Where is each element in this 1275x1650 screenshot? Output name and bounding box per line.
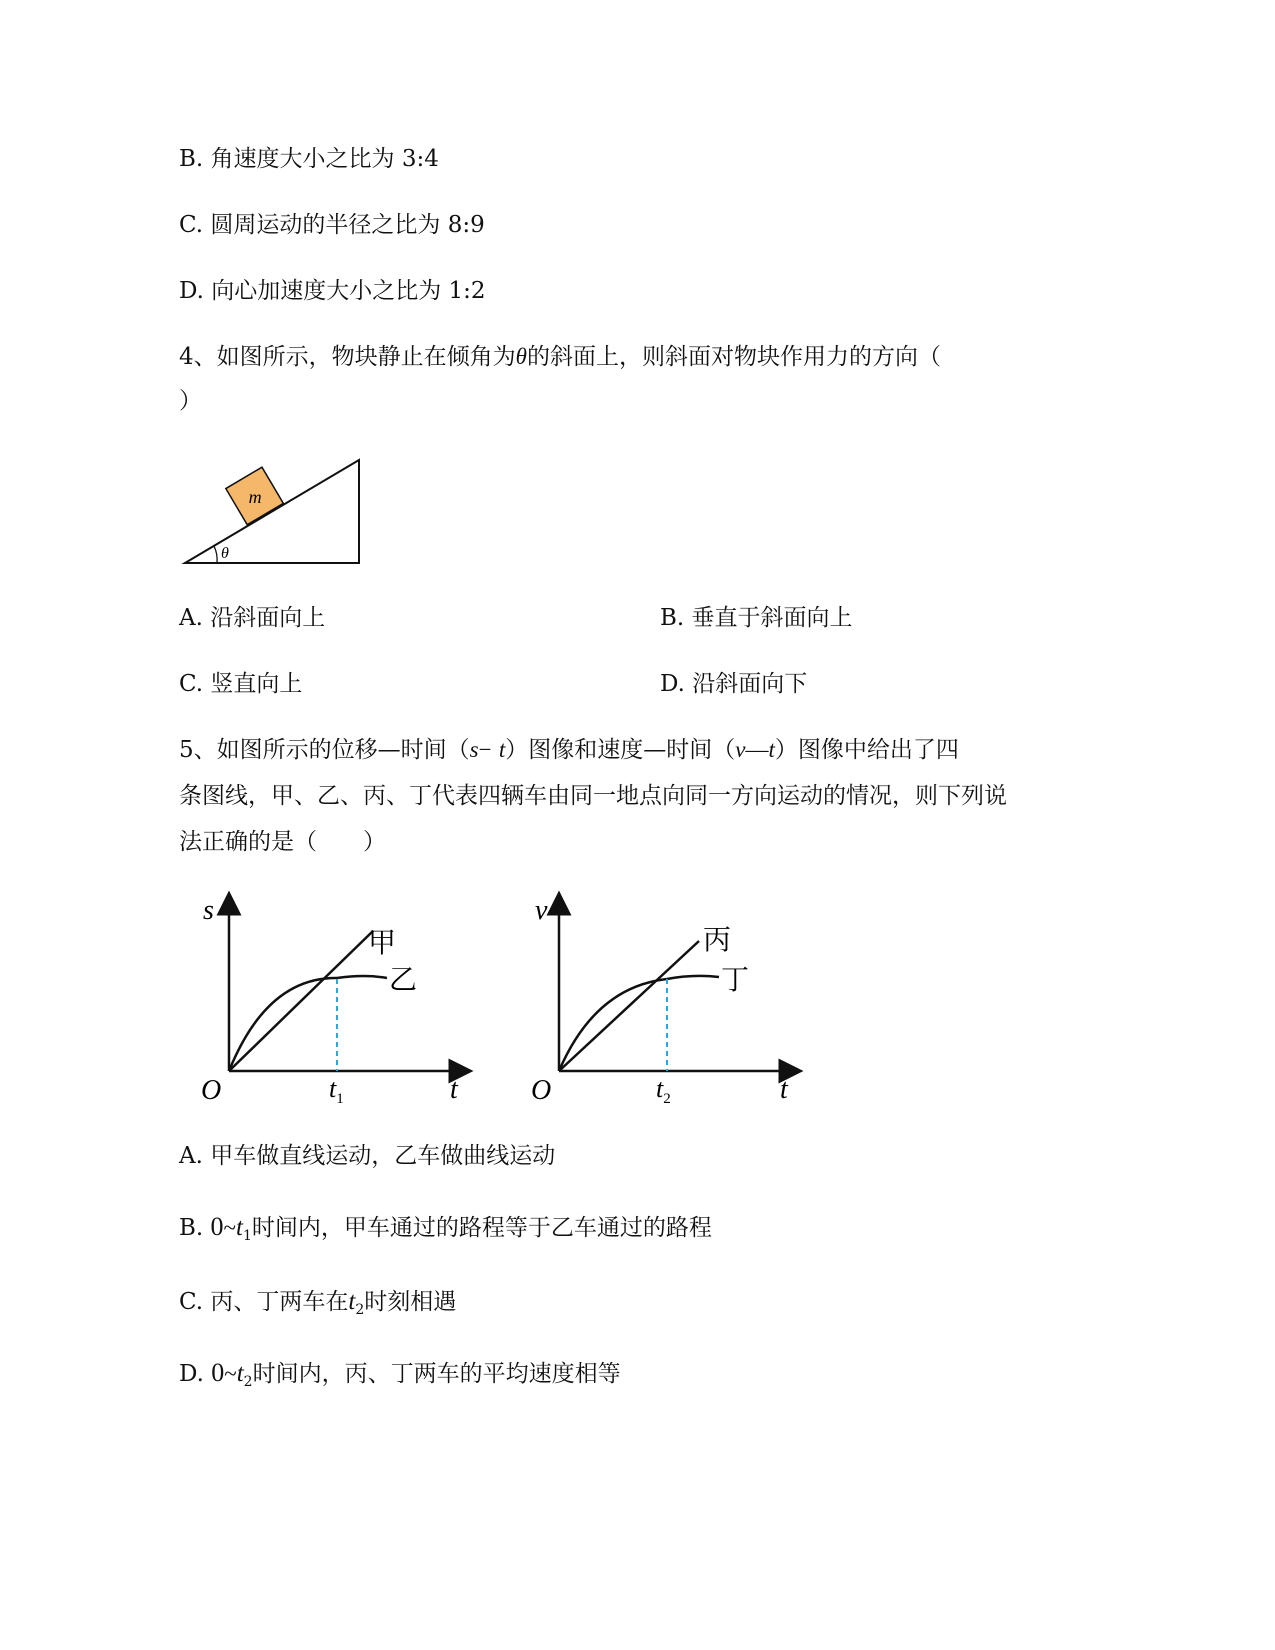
q5-b-tilde: ~ (223, 1215, 236, 1240)
st-graph (195, 895, 475, 1110)
q5-stem1-b: ）图像和速度—时间（ (505, 737, 736, 763)
vt-origin: O (531, 1075, 552, 1106)
q5-option-a: A. 甲车做直线运动，乙车做曲线运动 (179, 1143, 556, 1169)
q4-option-c: C. 竖直向上 (179, 671, 303, 697)
q5-stem1-dash: − (478, 737, 492, 762)
q5-option-c (179, 1287, 456, 1317)
q5-b-sub: 1 (242, 1228, 252, 1244)
vt-graph (525, 895, 805, 1110)
q5-option-d (179, 1358, 621, 1389)
q5-stem1-v: v (735, 737, 746, 762)
q5-c-text: 时刻相遇 (364, 1289, 457, 1315)
angle-label: θ (221, 545, 229, 562)
q5-d-tilde: ~ (224, 1361, 237, 1386)
label-yi: 乙 (389, 965, 418, 996)
q5-stem1-a: 5、如图所示的位移—时间（ (179, 737, 470, 763)
label-jia: 甲 (368, 928, 397, 959)
q5-b-zero: 0 (210, 1212, 224, 1241)
line-jia (229, 931, 373, 1071)
line-bing (559, 941, 699, 1071)
st-x-label: t (450, 1074, 458, 1105)
q5-b-t: t (235, 1214, 243, 1241)
q5-stem1-t: t (498, 737, 506, 762)
incline-triangle (185, 460, 359, 563)
curve-yi (229, 976, 387, 1071)
st-origin: O (201, 1075, 222, 1106)
q5-d-text: 时间内，丙、丁两车的平均速度相等 (252, 1361, 621, 1387)
q5-stem-line3: 法正确的是（ ） (179, 829, 386, 855)
st-tick-t1: $t_1$ (329, 1074, 344, 1107)
q4-option-a: A. 沿斜面向上 (179, 605, 326, 631)
q5-stem-line1 (179, 735, 959, 765)
q4-stem-close: ） (179, 388, 202, 414)
q4-theta: θ (515, 344, 527, 369)
q5-b-text: 时间内，甲车通过的路程等于乙车通过的路程 (251, 1215, 712, 1241)
q5-d-zero: 0 (211, 1358, 225, 1387)
q5-stem1-t2: t (768, 737, 775, 762)
q5-b-prefix: B. (179, 1215, 204, 1241)
vt-x-label: t (780, 1074, 788, 1105)
q5-stem1-c: ）图像中给出了四 (774, 737, 959, 763)
block-label: m (248, 486, 262, 507)
vt-tick-t2: $t_2$ (656, 1074, 671, 1107)
q5-option-b (179, 1212, 712, 1243)
vt-y-label: v (535, 895, 548, 926)
q4-option-b: B. 垂直于斜面向上 (660, 605, 853, 631)
q5-d-prefix: D. (179, 1361, 204, 1387)
q5-d-t: t (236, 1360, 244, 1387)
q5-c-prefix: C. 丙、丁两车在 (179, 1289, 349, 1315)
q5-c-t: t (348, 1288, 356, 1315)
label-ding: 丁 (721, 965, 750, 996)
q5-d-sub: 2 (243, 1374, 253, 1390)
q4-option-d: D. 沿斜面向下 (660, 671, 808, 697)
q4-stem-before: 4、如图所示，物块静止在倾角为 (179, 344, 516, 370)
q4-stem-after: 的斜面上，则斜面对物块作用力的方向（ (526, 344, 941, 370)
q3-option-b: B. 角速度大小之比为 3:4 (179, 146, 439, 172)
q5-stem1-dash2: — (745, 737, 769, 762)
q3-option-d: D. 向心加速度大小之比为 1:2 (179, 278, 486, 304)
q5-c-sub: 2 (355, 1302, 365, 1318)
incline-figure (180, 455, 370, 570)
q5-stem-line2: 条图线，甲、乙、丙、丁代表四辆车由同一地点向同一方向运动的情况，则下列说 (179, 783, 1007, 809)
q4-stem (179, 342, 941, 372)
curve-ding (559, 976, 719, 1071)
label-bing: 丙 (703, 925, 732, 956)
st-y-label: s (203, 895, 214, 926)
q3-option-c: C. 圆周运动的半径之比为 8:9 (179, 212, 485, 238)
q5-stem1-s: s (469, 737, 479, 762)
angle-arc (214, 546, 217, 563)
